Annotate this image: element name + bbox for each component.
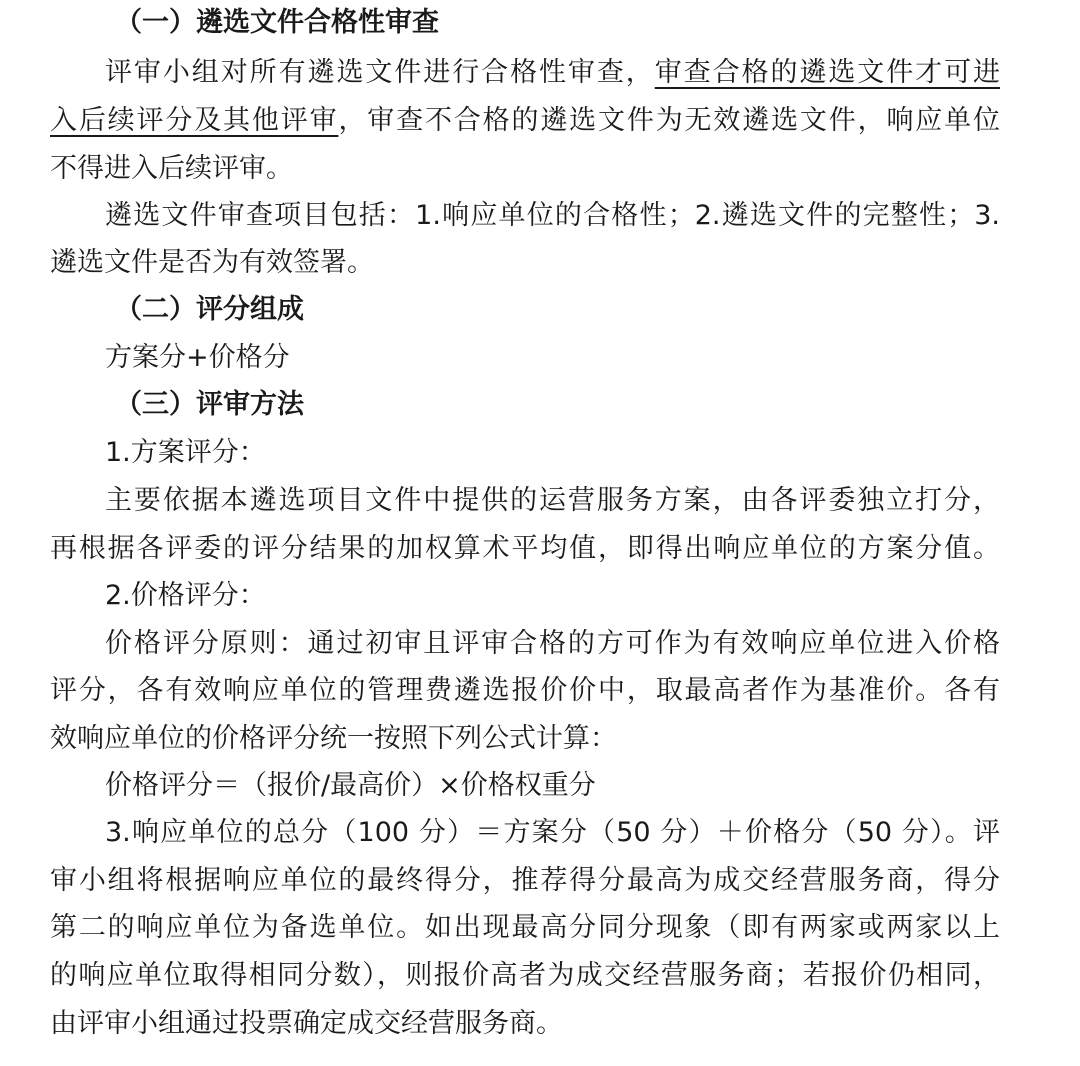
paragraph-line: 遴选文件是否为有效签署。 <box>50 247 374 278</box>
paragraph-line: 遴选文件审查项目包括：1.响应单位的合格性；2.遴选文件的完整性；3. <box>105 200 1000 231</box>
paragraph-line: 评分，各有效响应单位的管理费遴选报价价中，取最高者作为基准价。各有 <box>50 675 1000 706</box>
item-title: 1.方案评分： <box>105 437 266 468</box>
formula-line: 价格评分＝（报价/最高价）×价格权重分 <box>105 770 596 801</box>
paragraph-line: 的响应单位取得相同分数），则报价高者为成交经营服务商；若报价仍相同， <box>50 960 1000 991</box>
paragraph-line <box>50 101 1000 141</box>
paragraph-line <box>105 53 1000 93</box>
paragraph-line: 不得进入后续评审。 <box>50 153 293 184</box>
paragraph-line: 第二的响应单位为备选单位。如出现最高分同分现象（即有两家或两家以上 <box>50 912 1000 943</box>
paragraph-line: 3.响应单位的总分（100 分）＝方案分（50 分）＋价格分（50 分）。评 <box>105 817 1000 848</box>
section-heading-1: （一）遴选文件合格性审查 <box>115 7 439 38</box>
text-run: 评审小组对所有遴选文件进行合格性审查， <box>105 57 655 88</box>
item-title: 2.价格评分： <box>105 580 266 611</box>
section-heading-3: （三）评审方法 <box>115 389 304 420</box>
underlined-text: 审查合格的遴选文件才可进 <box>654 57 1000 88</box>
paragraph-line: 价格评分原则：通过初审且评审合格的方可作为有效响应单位进入价格 <box>105 628 1000 659</box>
paragraph-line: 再根据各评委的评分结果的加权算术平均值，即得出响应单位的方案分值。 <box>50 533 1000 564</box>
paragraph-line: 方案分+价格分 <box>105 342 290 373</box>
underlined-text: 入后续评分及其他评审 <box>50 105 339 136</box>
paragraph-line: 由评审小组通过投票确定成交经营服务商。 <box>50 1008 563 1039</box>
paragraph-line: 审小组将根据响应单位的最终得分，推荐得分最高为成交经营服务商，得分 <box>50 865 1000 896</box>
text-run: ，审查不合格的遴选文件为无效遴选文件，响应单位 <box>338 105 1000 136</box>
section-heading-2: （二）评分组成 <box>115 294 304 325</box>
paragraph-line: 效响应单位的价格评分统一按照下列公式计算： <box>50 723 617 754</box>
paragraph-line: 主要依据本遴选项目文件中提供的运营服务方案，由各评委独立打分， <box>105 485 1000 516</box>
